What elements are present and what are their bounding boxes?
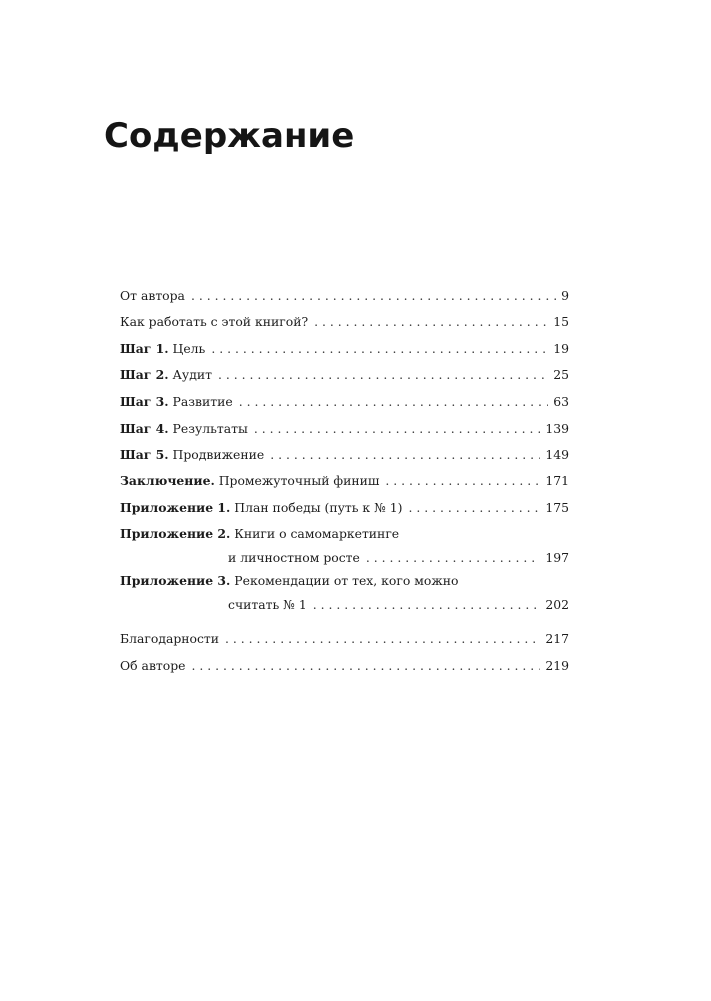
toc-entry-step-4[interactable]: [120, 417, 569, 441]
toc-entry-step-5[interactable]: [120, 443, 569, 467]
toc-leader-dots: [270, 443, 540, 467]
toc-entry-appendix-1[interactable]: [120, 496, 569, 520]
toc-entry-how-to-work[interactable]: [120, 310, 569, 334]
toc-leader-dots: [211, 337, 548, 361]
toc-entry-prefix: Шаг 4.: [120, 421, 169, 436]
toc-entry-step-3[interactable]: [120, 390, 569, 414]
toc-leader-dots: [225, 627, 540, 651]
toc-page-number: 25: [553, 367, 569, 382]
toc-leader-dots: [366, 546, 540, 570]
toc-entry-label: Как работать с этой книгой?: [120, 314, 309, 329]
toc-entry-label: План победы (путь к № 1): [234, 500, 403, 515]
toc-entry-prefix: Шаг 1.: [120, 341, 169, 356]
toc-leader-dots: [408, 496, 540, 520]
toc-entry-label: Рекомендации от тех, кого можно: [234, 573, 459, 588]
toc-page-number: 63: [553, 394, 569, 409]
toc-entry-label: Благодарности: [120, 631, 220, 646]
toc-leader-dots: [314, 310, 548, 334]
toc-entry-step-1[interactable]: [120, 337, 569, 361]
toc-page-number: 9: [561, 288, 569, 303]
toc-entry-label: Продвижение: [172, 447, 265, 462]
toc-entry-appendix-3[interactable]: [120, 569, 569, 617]
toc-entry-prefix: Шаг 2.: [120, 367, 169, 382]
toc-entry-conclusion[interactable]: [120, 469, 569, 493]
toc-leader-dots: [218, 363, 548, 387]
toc-entry-acknowledgments[interactable]: [120, 627, 569, 651]
toc-entry-label: От автора: [120, 288, 185, 303]
toc-leader-dots: [313, 593, 541, 617]
toc-leader-dots: [191, 284, 556, 308]
toc-entry-prefix: Шаг 5.: [120, 447, 169, 462]
toc-leader-dots: [239, 390, 549, 414]
toc-entry-appendix-2[interactable]: [120, 522, 569, 570]
toc-entry-label-continued: считать № 1: [228, 597, 307, 612]
toc-entry-prefix: Приложение 3.: [120, 573, 231, 588]
toc-leader-dots: [192, 654, 541, 678]
toc-entry-label: Аудит: [172, 367, 212, 382]
toc-entry-label: Об авторе: [120, 658, 186, 673]
toc-page-number: 217: [545, 631, 569, 646]
toc-entry-label: Цель: [172, 341, 206, 356]
toc-page-number: 197: [545, 550, 569, 565]
toc-entry-step-2[interactable]: [120, 363, 569, 387]
toc-page-number: 202: [545, 597, 569, 612]
toc-entry-prefix: Приложение 2.: [120, 526, 231, 541]
toc-entry-label: Развитие: [172, 394, 233, 409]
toc-entry-about-author[interactable]: [120, 654, 569, 678]
toc-page-number: 219: [545, 658, 569, 673]
toc-entry-label: Книги о самомаркетинге: [234, 526, 400, 541]
page-title: Содержание: [104, 116, 355, 156]
toc-entry-prefix: Приложение 1.: [120, 500, 231, 515]
toc-page-number: 19: [553, 341, 569, 356]
toc-entry-label: Промежуточный финиш: [218, 473, 380, 488]
toc-leader-dots: [254, 417, 541, 441]
toc-page-number: 139: [545, 421, 569, 436]
toc-leader-dots: [385, 469, 540, 493]
toc-entry-prefix: Заключение.: [120, 473, 215, 488]
toc-page-number: 175: [545, 500, 569, 515]
toc-entry-from-author[interactable]: [120, 284, 569, 308]
toc-page-number: 171: [545, 473, 569, 488]
toc-page-number: 15: [553, 314, 569, 329]
toc-entry-prefix: Шаг 3.: [120, 394, 169, 409]
toc-entry-label: Результаты: [172, 421, 248, 436]
toc-page-number: 149: [545, 447, 569, 462]
toc-entry-label-continued: и личностном росте: [228, 550, 360, 565]
